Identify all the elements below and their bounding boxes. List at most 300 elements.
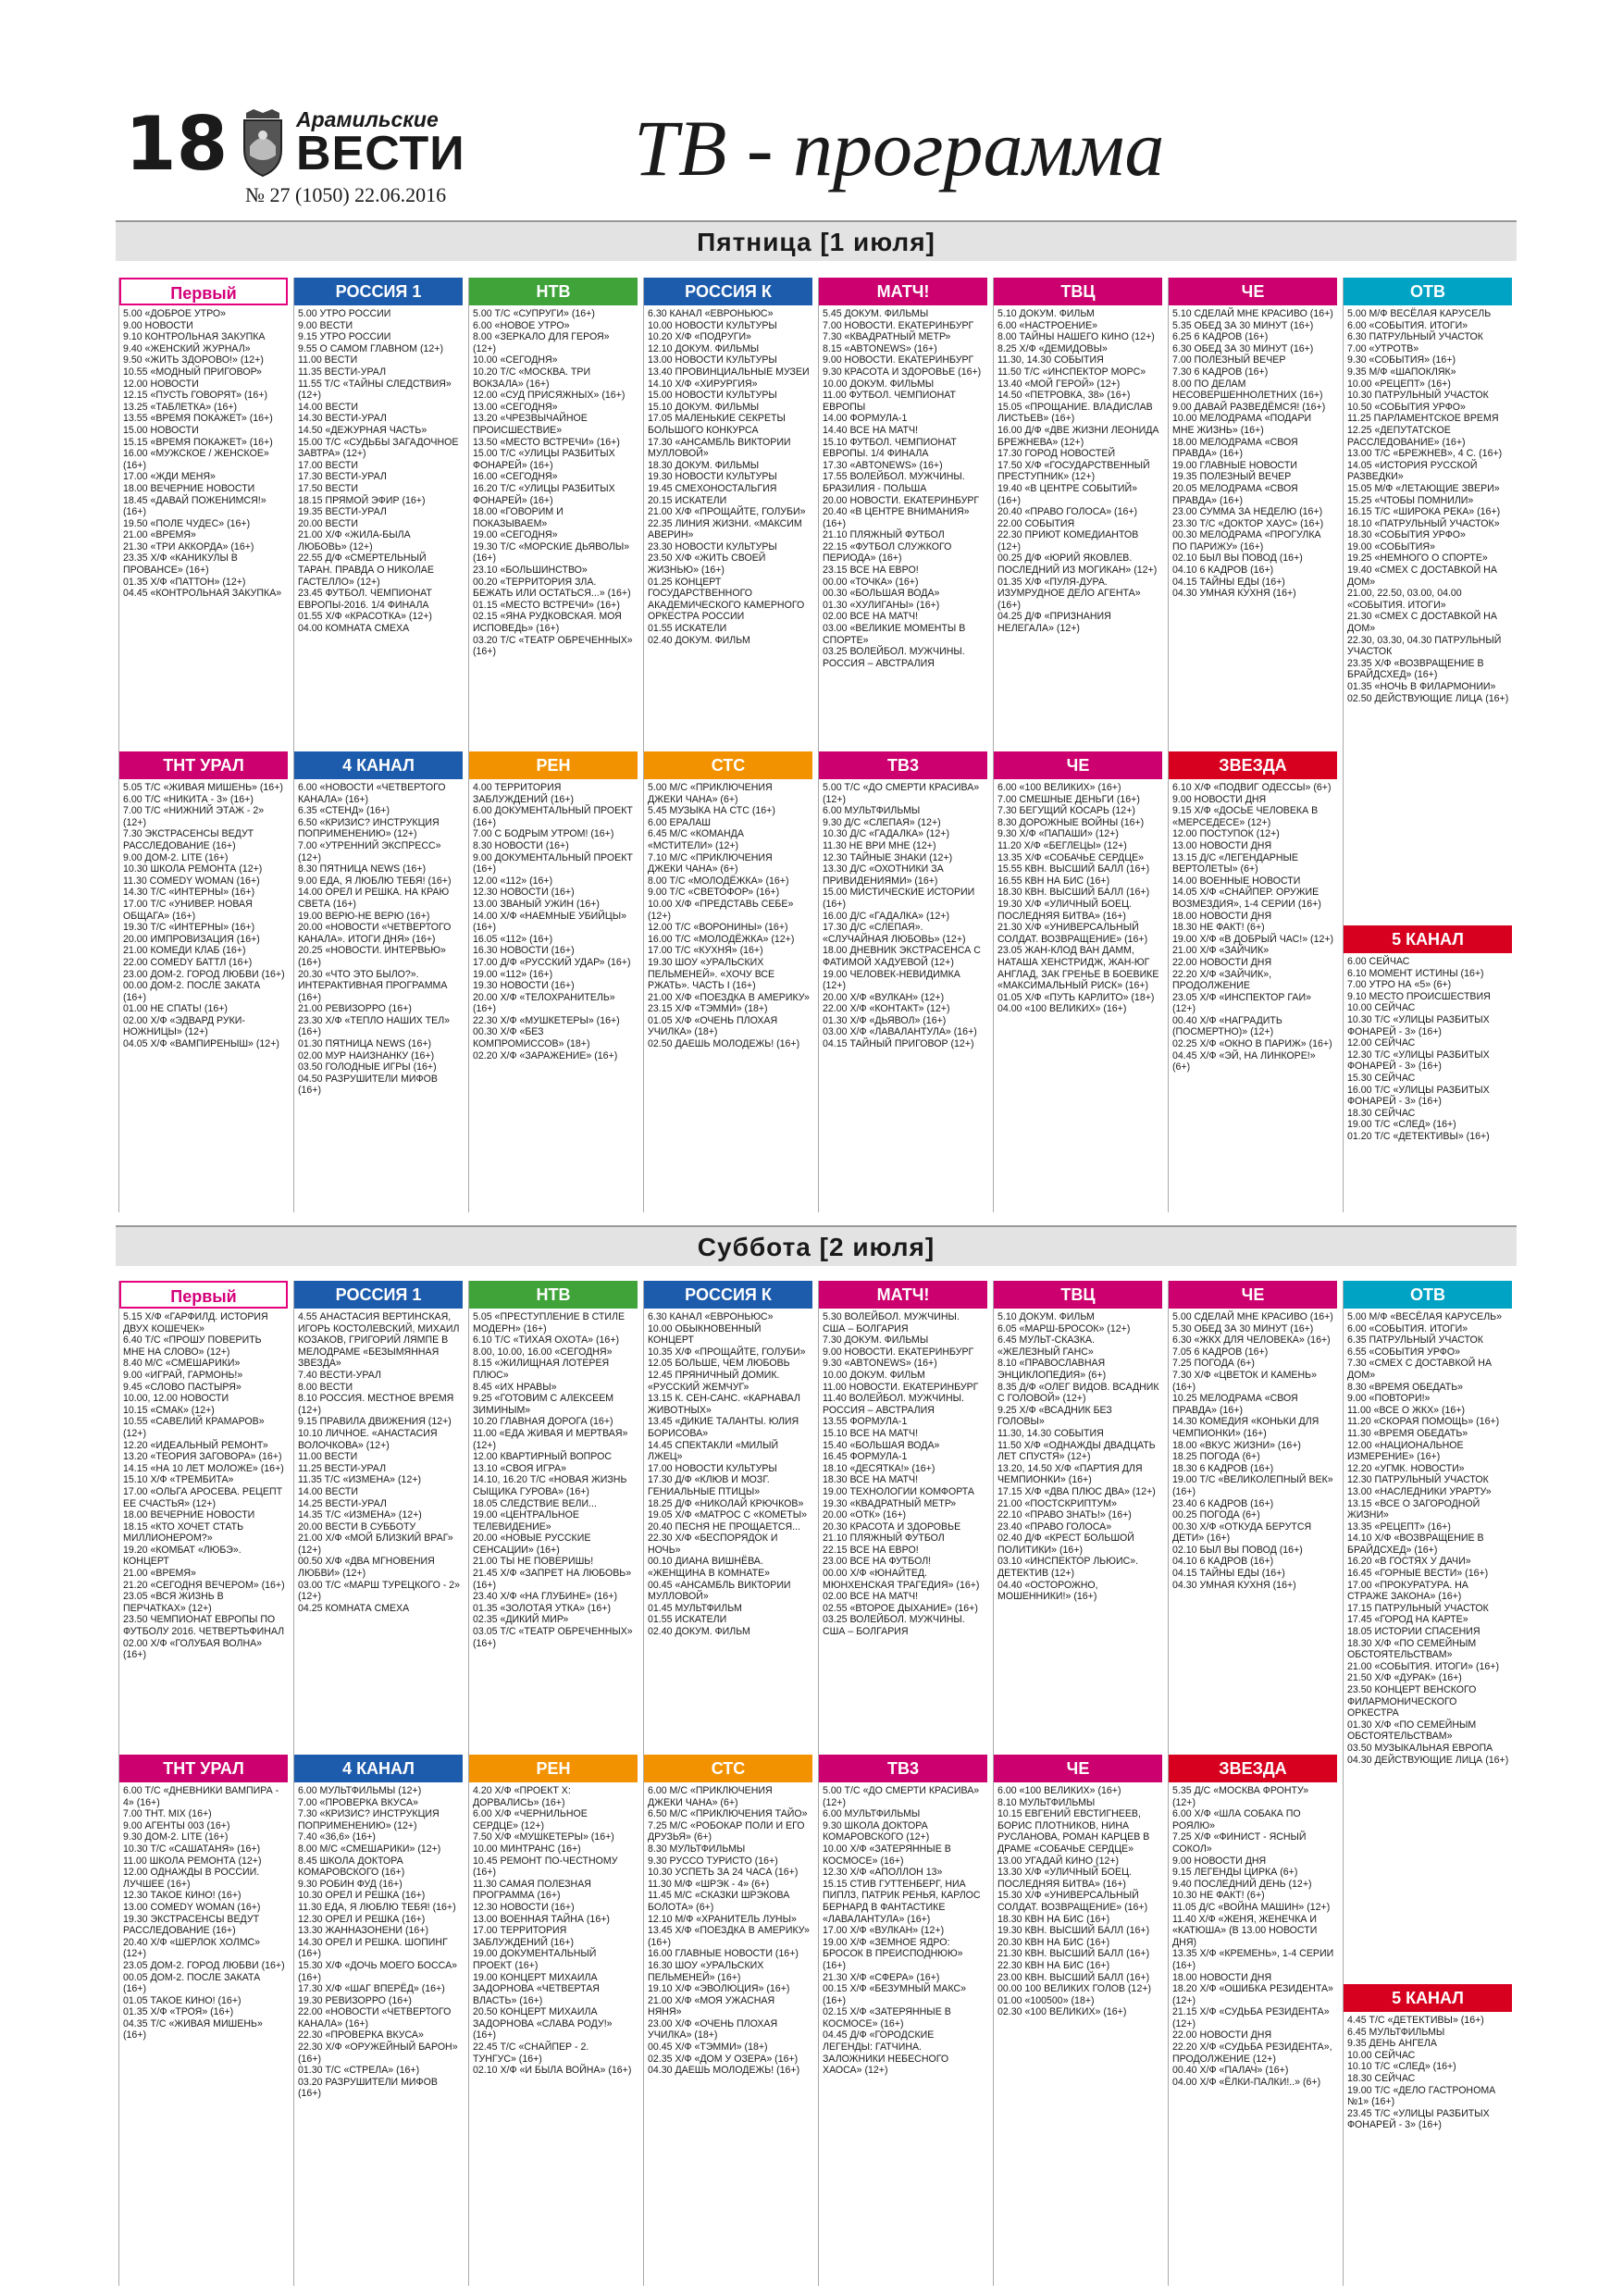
program-item: 22.30 КВН НА БИС (16+) xyxy=(997,1959,1110,1971)
program-item: 00.00 100 ВЕЛИКИХ ГОЛОВ (12+) xyxy=(997,1983,1152,1995)
program-item: 15.40 «БОЛЬШАЯ ВОДА» xyxy=(823,1439,940,1451)
program-item: 13.35 Х/Ф «КРЕМЕНЬ», 1-4 СЕРИИ (16+) xyxy=(1172,1948,1337,1971)
program-item: 01.55 ИСКАТЕЛИ xyxy=(648,1614,727,1626)
program-item: 7.00 С БОДРЫМ УТРОМ! (16+) xyxy=(473,828,614,840)
program-item: 02.35 Х/Ф «ДОМ У ОЗЕРА» (16+) xyxy=(648,2053,799,2065)
program-item: 13.15 К. СЕН-САНС. «КАРНАВАЛ ЖИВОТНЫХ» xyxy=(648,1393,803,1416)
program-item: 18.05 СЛЕДСТВИЕ ВЕЛИ... xyxy=(473,1497,597,1509)
program-item: 11.00 НОВОСТИ. ЕКАТЕРИНБУРГ xyxy=(823,1381,979,1393)
program-item: 22.30 Х/Ф «БЕСПОРЯДОК И НОЧЬ» xyxy=(648,1533,781,1556)
program-item: 03.00 «ВЕЛИКИЕ МОМЕНТЫ В СПОРТЕ» xyxy=(823,623,969,646)
program-item: 11.30 ЕДА, Я ЛЮБЛЮ ТЕБЯ! (16+) xyxy=(298,1901,456,1913)
program-item: 10.15 «СМАК» (12+) xyxy=(123,1404,215,1416)
program-item: 22.00 СОБЫТИЯ xyxy=(997,517,1075,529)
program-item: 02.40 Д/Ф «КРЕСТ БОЛЬШОЙ ПОЛИТИКИ» (16+) xyxy=(997,1533,1137,1556)
program-list xyxy=(644,779,812,1050)
program-item: 14.15 «НА 10 ЛЕТ МОЛОЖЕ» (16+) xyxy=(123,1462,284,1474)
program-item: 9.00 ДОМ-2. LITE (16+) xyxy=(123,851,229,863)
program-item: 11.40 Х/Ф «ЖЕНЯ, ЖЕНЕЧКА И «КАТЮША» (В 13.00 НОВОСТИ ДНЯ) xyxy=(1172,1913,1320,1948)
program-list xyxy=(1169,1309,1337,1591)
program-item: 00.40 Х/Ф «НАГРАДИТЬ (ПОСМЕРТНО)» (12+) xyxy=(1172,1014,1285,1038)
program-item: 15.25 «ЧТОБЫ ПОМНИЛИ» xyxy=(1347,494,1474,506)
channel-logo: РЕН xyxy=(469,1755,638,1782)
program-item: 6.00 Х/Ф «ЧЕРНИЛЬНОЕ СЕРДЦЕ» (12+) xyxy=(473,1808,590,1831)
program-item: 22.00 «НОВОСТИ «ЧЕТВЕРТОГО КАНАЛА» (16+) xyxy=(298,2006,454,2029)
program-item: 03.20 Т/С «ТЕАТР ОБРЕЧЕННЫХ» (16+) xyxy=(473,634,636,658)
program-list xyxy=(294,305,463,635)
program-item: 12.30 ОРЕЛ И РЕШКА (16+) xyxy=(298,1913,426,1925)
program-item: 00.50 Х/Ф «ДВА МГНОВЕНИЯ ЛЮБВИ» (12+) xyxy=(298,1556,438,1580)
program-item: 6.00 «НАСТРОЕНИЕ» xyxy=(997,319,1098,331)
program-item: 7.40 «36,6» (16+) xyxy=(298,1831,376,1843)
program-item: 04.30 УМНАЯ КУХНЯ (16+) xyxy=(1172,1579,1296,1591)
program-item: 10.30 ШКОЛА РЕМОНТА (12+) xyxy=(123,863,263,875)
program-item: 11.00 ВЕСТИ xyxy=(298,1451,358,1463)
program-item: 19.00 ЧЕЛОВЕК-НЕВИДИМКА (12+) xyxy=(823,968,963,992)
program-item: 14.25 ВЕСТИ-УРАЛ xyxy=(298,1497,387,1509)
program-item: 04.10 6 КАДРОВ (16+) xyxy=(1172,1556,1274,1568)
program-item: 00.30 «БОЛЬШАЯ ВОДА» xyxy=(823,588,940,600)
program-item: 21.00 «СОБЫТИЯ. ИТОГИ» (16+) xyxy=(1347,1660,1500,1672)
program-item: 10.30 Т/С «УЛИЦЫ РАЗБИТЫХ ФОНАРЕЙ - 3» (16+) xyxy=(1347,1013,1493,1037)
day-header-friday xyxy=(116,220,1517,261)
program-item: 14.40 ВСЕ НА МАТЧ! xyxy=(823,424,919,436)
program-item: 6.50 М/С «ПРИКЛЮЧЕНИЯ ТАЙО» xyxy=(648,1808,808,1820)
program-item: 02.40 ДОКУМ. ФИЛЬМ xyxy=(648,1626,750,1638)
program-item: 22.00 НОВОСТИ ДНЯ xyxy=(1172,2029,1272,2042)
program-item: 20.00 НОВОСТИ. ЕКАТЕРИНБУРГ xyxy=(823,494,980,506)
program-item: 22.30 Х/Ф «ОРУЖЕЙНЫЙ БАРОН» (16+) xyxy=(298,2042,461,2065)
channel-0-15 xyxy=(1343,925,1512,1212)
program-item: 21.00 Х/Ф «МОЯ УЖАСНАЯ НЯНЯ» xyxy=(648,1994,778,2018)
program-item: 21.15 Х/Ф «СУДЬБА РЕЗИДЕНТА» (12+) xyxy=(1172,2006,1332,2029)
program-item: 16.55 КВН НА БИС (16+) xyxy=(997,875,1110,887)
program-item: 9.00 НОВОСТИ. ЕКАТЕРИНБУРГ xyxy=(823,354,974,366)
program-item: 21.00 Х/Ф «МОЙ БЛИЗКИЙ ВРАГ» (12+) xyxy=(298,1533,456,1556)
program-item: 04.45 Х/Ф «ЭЙ, НА ЛИНКОРЕ!» (6+) xyxy=(1172,1049,1319,1074)
program-item: 04.05 Х/Ф «ВАМПИРЕНЫШ» (12+) xyxy=(123,1038,279,1050)
program-item: 9.25 «ГОТОВИМ С АЛЕКСЕЕМ ЗИМИНЫМ» xyxy=(473,1393,617,1416)
program-item: 16.00 ГЛАВНЫЕ НОВОСТИ (16+) xyxy=(648,1948,799,1960)
program-item: 23.15 Х/Ф «ТЭММИ» (18+) xyxy=(648,1003,768,1015)
channel-1-8 xyxy=(118,1755,288,2286)
program-item: 9.30 «СОБЫТИЯ» (16+) xyxy=(1347,354,1456,366)
program-list xyxy=(294,1309,463,1614)
program-item: 10.45 РЕМОНТ ПО-ЧЕСТНОМУ (16+) xyxy=(473,1855,621,1879)
program-item: 21.30 Х/Ф «СФЕРА» (16+) xyxy=(823,1971,940,1983)
program-item: 11.30 НЕ ВРИ МНЕ (12+) xyxy=(823,839,936,851)
program-item: 14.00 ВЕСТИ xyxy=(298,1485,358,1497)
program-item: 01.25 КОНЦЕРТ ГОСУДАРСТВЕННОГО АКАДЕМИЧЕСКОГО КАМЕРНОГО ОРКЕСТРА РОССИИ xyxy=(648,576,808,623)
program-item: 19.30 КВН. ВЫСШИЙ БАЛЛ (16+) xyxy=(997,1925,1150,1937)
program-item: 13.20, 14.50 Х/Ф «ПАРТИЯ ДЛЯ ЧЕМПИОНКИ» (16+) xyxy=(997,1462,1146,1486)
program-item: 10.00, 12.00 НОВОСТИ xyxy=(123,1393,229,1405)
program-item: 11.00 «ВСЕ О ЖКХ» (16+) xyxy=(1347,1404,1465,1416)
program-item: 19.00 ДОКУМЕНТАЛЬНЫЙ ПРОЕКТ (16+) xyxy=(473,1948,600,1971)
program-item: 04.45 «КОНТРОЛЬНАЯ ЗАКУПКА» xyxy=(123,588,282,600)
program-item: 17.30 «АНСАМБЛЬ ВИКТОРИИ МУЛЛОВОЙ» xyxy=(648,436,794,460)
program-item: 12.00 Т/С «ВОРОНИНЫ» (16+) xyxy=(648,922,788,934)
program-item: 6.35 ПАТРУЛЬНЫЙ УЧАСТОК xyxy=(1347,1334,1483,1347)
program-item: 5.00 М/Ф ВЕСЁЛАЯ КАРУСЕЛЬ xyxy=(1347,308,1492,319)
program-item: 11.35 Т/С «ИЗМЕНА» (12+) xyxy=(298,1474,422,1486)
program-item: 21.00 Х/Ф «ЗАЙЧИК» xyxy=(1172,945,1270,957)
program-item: 6.00 М/С «ПРИКЛЮЧЕНИЯ ДЖЕКИ ЧАНА» (6+) xyxy=(648,1785,775,1808)
program-item: 19.00 Т/С «ВЕЛИКОЛЕПНЫЙ ВЕК» (16+) xyxy=(1172,1474,1336,1497)
channel-0-5 xyxy=(993,278,1162,751)
program-item: 6.10 Т/С «ТИХАЯ ОХОТА» (16+) xyxy=(473,1334,620,1347)
program-item: 00.15 Х/Ф «БЕЗУМНЫЙ МАКС» (16+) xyxy=(823,1983,969,2006)
program-item: 8.30 «ВРЕМЯ ОБЕДАТЬ» xyxy=(1347,1381,1464,1393)
program-item: 11.25 ПАРЛАМЕНТСКОЕ ВРЕМЯ xyxy=(1347,413,1499,425)
program-item: 16.00 Д/Ф «ДВЕ ЖИЗНИ ЛЕОНИДА БРЕЖНЕВА» (12+) xyxy=(997,424,1162,448)
program-item: 00.20 «ТЕРРИТОРИЯ ЗЛА. БЕЖАТЬ ИЛИ ОСТАТЬСЯ...» (16+) xyxy=(473,576,631,600)
program-item: 03.25 ВОЛЕЙБОЛ. МУЖЧИНЫ. РОССИЯ – АВСТРАЛИЯ xyxy=(823,646,968,669)
program-item: 14.00 ВЕСТИ xyxy=(298,401,358,413)
program-item: 17.30 «ABTONEWS» (16+) xyxy=(823,459,943,471)
program-item: 18.00 «ВКУС ЖИЗНИ» (16+) xyxy=(1172,1439,1301,1451)
program-item: 13.00 ЗВАНЫЙ УЖИН (16+) xyxy=(473,898,600,910)
brand-name-bottom: ВЕСТИ xyxy=(296,127,465,180)
program-item: 6.10 МОМЕНТ ИСТИНЫ (16+) xyxy=(1347,967,1484,979)
program-item: 14.00 ВОЕННЫЕ НОВОСТИ xyxy=(1172,875,1301,887)
program-item: 6.30 КАНАЛ «ЕВРОНЬЮС» xyxy=(648,308,774,319)
program-item: 18.00 ВЕЧЕРНИЕ НОВОСТИ xyxy=(123,482,255,494)
program-item: 12.30 ПАТРУЛЬНЫЙ УЧАСТОК xyxy=(1347,1474,1489,1486)
program-item: 7.30 «КВАДРАТНЫЙ МЕТР» xyxy=(823,331,951,343)
channel-0-4 xyxy=(818,278,987,751)
program-item: 01.30 Т/С «СТРЕЛА» (16+) xyxy=(298,2065,420,2077)
program-list xyxy=(1344,1309,1512,1766)
program-item: 20.50 КОНЦЕРТ МИХАИЛА ЗАДОРНОВА «СЛАВА РОДУ!» (16+) xyxy=(473,2006,615,2042)
program-item: 8.10 «ПРАВОСЛАВНАЯ ЭНЦИКЛОПЕДИЯ» (6+) xyxy=(997,1358,1109,1381)
channel-0-9 xyxy=(293,751,463,1212)
program-item: 02.55 «ВТОРОЕ ДЫХАНИЕ» (16+) xyxy=(823,1602,978,1614)
program-item: 12.00 НОВОСТИ xyxy=(123,378,199,390)
program-item: 16.45 ФОРМУЛА-1 xyxy=(823,1451,908,1463)
program-item: 15.10 ФУТБОЛ. ЧЕМПИОНАТ ЕВРОПЫ. 1/4 ФИНАЛА xyxy=(823,436,960,460)
program-item: 11.00 «ЕДА ЖИВАЯ И МЕРТВАЯ» (12+) xyxy=(473,1427,631,1451)
channel-0-11 xyxy=(643,751,812,1212)
program-item: 5.05 Т/С «ЖИВАЯ МИШЕНЬ» (16+) xyxy=(123,782,283,793)
channel-1-3 xyxy=(643,1281,812,1755)
program-item: 7.10 М/С «ПРИКЛЮЧЕНИЯ ДЖЕКИ ЧАНА» (6+) xyxy=(648,851,775,875)
program-item: 11.40 ВОЛЕЙБОЛ. МУЖЧИНЫ. РОССИЯ – АВСТРАЛИЯ xyxy=(823,1393,967,1416)
program-item: 10.00 «СЕГОДНЯ» xyxy=(473,354,558,366)
program-item: 21.00 КОМЕДИ КЛАБ (16+) xyxy=(123,945,246,957)
program-item: 13.00 «НАСЛЕДНИКИ УРАРТУ» xyxy=(1347,1485,1492,1497)
program-item: 21.00 ТЫ НЕ ПОВЕРИШЬ! xyxy=(473,1556,594,1568)
program-item: 6.00 Х/Ф «ШЛА СОБАКА ПО РОЯЛЮ» xyxy=(1172,1808,1304,1831)
program-item: 04.30 ДАЕШЬ МОЛОДЕЖЬ! (16+) xyxy=(648,2065,800,2077)
program-item: 7.00 ПОЛЕЗНЫЙ ВЕЧЕР xyxy=(1172,354,1286,366)
program-item: 18.00 ДНЕВНИК ЭКСТРАСЕНСА С ФАТИМОЙ ХАДУЕВОЙ (12+) xyxy=(823,945,984,968)
program-item: 18.30 СЕЙЧАС xyxy=(1347,1107,1416,1119)
program-item: 15.10 ВСЕ НА МАТЧ! xyxy=(823,1427,919,1439)
program-item: 9.40 ПОСЛЕДНИЙ ДЕНЬ (12+) xyxy=(1172,1878,1312,1890)
program-item: 9.30 РОБИН ФУД (16+) xyxy=(298,1878,403,1890)
program-item: 19.50 «ПОЛЕ ЧУДЕС» (16+) xyxy=(123,517,251,529)
program-item: 5.05 «ПРЕСТУПЛЕНИЕ В СТИЛЕ МОДЕРН» (16+) xyxy=(473,1311,627,1334)
channel-logo: РЕН xyxy=(469,751,638,779)
program-item: 00.00 ДОМ-2. ПОСЛЕ ЗАКАТА (16+) xyxy=(123,980,264,1003)
program-item: 10.00 НОВОСТИ КУЛЬТУРЫ xyxy=(648,319,777,331)
program-item: 21.10 ПЛЯЖНЫЙ ФУТБОЛ xyxy=(823,529,945,541)
day-title: Пятница [1 июля] xyxy=(697,228,935,256)
program-item: 13.45 «ДИКИЕ ТАЛАНТЫ. ЮЛИЯ БОРИСОВА» xyxy=(648,1416,802,1439)
program-item: 15.00 Т/С «УЛИЦЫ РАЗБИТЫХ ФОНАРЕЙ» (16+) xyxy=(473,448,618,471)
program-item: 7.50 Х/Ф «МУШКЕТЕРЫ» (16+) xyxy=(473,1831,614,1843)
program-item: 14.35 Т/С «ИЗМЕНА» (12+) xyxy=(298,1509,422,1521)
program-item: 7.00 «ПРОВЕРКА ВКУСА» xyxy=(298,1796,418,1808)
program-item: 20.05 МЕЛОДРАМА «СВОЯ ПРАВДА» (16+) xyxy=(1172,482,1301,506)
program-item: 23.00 ДОМ-2. ГОРОД ЛЮБВИ (16+) xyxy=(123,968,285,980)
program-item: 7.25 Х/Ф «ФИНИСТ - ЯСНЫЙ СОКОЛ» xyxy=(1172,1831,1309,1855)
program-item: 23.35 Х/Ф «КАНИКУЛЫ В ПРОВАНСЕ» (16+) xyxy=(123,552,241,577)
program-item: 00.00 «ТОЧКА» (16+) xyxy=(823,576,919,588)
program-item: 5.10 ДОКУМ. ФИЛЬМ xyxy=(997,1311,1095,1322)
program-item: 6.00 «НОВОЕ УТРО» xyxy=(473,319,570,331)
program-item: 12.30 НОВОСТИ (16+) xyxy=(473,1901,575,1913)
program-item: 6.50 «КРИЗИС? ИНСТРУКЦИЯ ПОПРИМЕНЕНИЮ» (12+) xyxy=(298,816,442,840)
program-item: 22.30, 03.30, 04.30 ПАТРУЛЬНЫЙ УЧАСТОК xyxy=(1347,634,1505,658)
program-item: 9.00 НОВОСТИ xyxy=(123,319,193,331)
program-item: 12.30 ТАЙНЫЕ ЗНАКИ (12+) xyxy=(823,851,953,863)
channel-0-13 xyxy=(993,751,1162,1212)
program-item: 14.05 Х/Ф «СНАЙПЕР. ОРУЖИЕ ВОЗМЕЗДИЯ», 1-4 СЕРИИ (16+) xyxy=(1172,887,1322,910)
program-item: 13.40 «МОЙ ГЕРОЙ» (12+) xyxy=(997,378,1121,390)
channel-1-9 xyxy=(293,1755,463,2286)
program-item: 04.15 ТАЙНЫ ЕДЫ (16+) xyxy=(1172,576,1285,588)
channel-logo: 5 КАНАЛ xyxy=(1344,1984,1512,2012)
program-item: 04.35 Т/С «ЖИВАЯ МИШЕНЬ» (16+) xyxy=(123,2017,266,2042)
program-item: 21.30 КВН. ВЫСШИЙ БАЛЛ (16+) xyxy=(997,1948,1150,1960)
program-item: 11.35 ВЕСТИ-УРАЛ xyxy=(298,366,387,378)
program-item: 20.00 ВЕСТИ xyxy=(298,517,358,529)
program-item: 22.30 Х/Ф «МУШКЕТЕРЫ» (16+) xyxy=(473,1014,620,1026)
program-item: 20.40 «ПРАВО ГОЛОСА» (16+) xyxy=(997,506,1138,518)
program-item: 03.00 Х/Ф «ЛАВАЛАНТУЛА» (16+) xyxy=(823,1026,977,1038)
program-item: 6.30 КАНАЛ «ЕВРОНЬЮС» xyxy=(648,1311,774,1322)
program-item: 10.00 СЕЙЧАС xyxy=(1347,2049,1416,2061)
program-item: 6.30 ОБЕД ЗА 30 МИНУТ (16+) xyxy=(1172,342,1314,354)
program-item: 01.35 «ЗОЛОТАЯ УТКА» (16+) xyxy=(473,1602,612,1614)
program-item: 17.55 ВОЛЕЙБОЛ. МУЖЧИНЫ. БРАЗИЛИЯ - ПОЛЬША xyxy=(823,471,968,494)
program-item: 9.00 Т/С «СВЕТОФОР» (16+) xyxy=(648,887,780,899)
program-item: 22.45 Т/С «СНАЙПЕР - 2. ТУНГУС» (16+) xyxy=(473,2042,592,2065)
program-item: 21.00 Х/Ф «ЖИЛА-БЫЛА ЛЮБОВЬ» (12+) xyxy=(298,529,414,552)
brand-name-top: Арамильские xyxy=(296,107,439,131)
program-item: 6.00 ЕРАЛАШ xyxy=(648,816,712,828)
channel-1-10 xyxy=(468,1755,638,2286)
program-item: 17.00 «ПРОКУРАТУРА. НА СТРАЖЕ ЗАКОНА» (16+) xyxy=(1347,1579,1471,1603)
program-item: 11.25 ВЕСТИ-УРАЛ xyxy=(298,1462,387,1474)
program-item: 23.30 Х/Ф «ТЕПЛО НАШИХ ТЕЛ» (16+) xyxy=(298,1014,453,1038)
program-item: 04.50 РАЗРУШИТЕЛИ МИФОВ (16+) xyxy=(298,1073,440,1097)
channel-1-12 xyxy=(818,1755,987,2286)
program-item: 15.30 СЕЙЧАС xyxy=(1347,1072,1416,1084)
program-item: 9.10 КОНТРОЛЬНАЯ ЗАКУПКА xyxy=(123,331,266,343)
program-item: 9.25 Х/Ф «ВСАДНИК БЕЗ ГОЛОВЫ» xyxy=(997,1404,1115,1428)
program-item: 11.30 COMEDY WOMAN (16+) xyxy=(123,875,260,887)
program-item: 5.15 Х/Ф «ГАРФИЛД. ИСТОРИЯ ДВУХ КОШЕЧЕК» xyxy=(123,1311,271,1334)
program-item: 13.55 «ВРЕМЯ ПОКАЖЕТ» (16+) xyxy=(123,413,273,425)
channel-logo: ТВ3 xyxy=(819,1755,987,1782)
program-item: 00.45 Х/Ф «ТЭММИ» (18+) xyxy=(648,2042,768,2054)
program-item: 16.00 «СЕГОДНЯ» xyxy=(473,471,558,483)
program-list xyxy=(994,1309,1162,1603)
program-item: 04.25 КОМНАТА СМЕХА xyxy=(298,1602,410,1614)
program-item: 5.30 ОБЕД ЗА 30 МИНУТ (16+) xyxy=(1172,1322,1314,1334)
program-item: 19.00 ГЛАВНЫЕ НОВОСТИ xyxy=(1172,459,1297,471)
program-item: 14.30 ВЕСТИ-УРАЛ xyxy=(298,413,387,425)
program-item: 19.00 «ЦЕНТРАЛЬНОЕ ТЕЛЕВИДЕНИЕ» xyxy=(473,1509,582,1533)
program-item: 01.15 «МЕСТО ВСТРЕЧИ» (16+) xyxy=(473,599,620,611)
program-item: 19.45 СМЕХОНОСТАЛЬГИЯ xyxy=(648,482,777,494)
program-item: 19.00 ТЕХНОЛОГИИ КОМФОРТА xyxy=(823,1485,974,1497)
program-item: 18.00 «ГОВОРИМ И ПОКАЗЫВАЕМ» xyxy=(473,506,566,529)
program-item: 5.00 Т/С «ДО СМЕРТИ КРАСИВА» (12+) xyxy=(823,1785,983,1808)
program-item: 01.45 МУЛЬТФИЛЬМ xyxy=(648,1602,742,1614)
program-item: 18.30 ВСЕ НА МАТЧ! xyxy=(823,1474,919,1486)
program-item: 14.30 Т/С «ИНТЕРНЫ» (16+) xyxy=(123,887,255,899)
program-item: 19.25 «НЕМНОГО О СПОРТЕ» xyxy=(1347,552,1488,565)
program-item: 20.00 Х/Ф «ВУЛКАН» (12+) xyxy=(823,991,945,1003)
channel-1-13 xyxy=(993,1755,1162,2286)
program-item: 6.00 Т/С «ДНЕВНИКИ ВАМПИРА - 4» (16+) xyxy=(123,1785,282,1808)
program-item: 7.00 Т/С «НИЖНИЙ ЭТАЖ - 2» (12+) xyxy=(123,805,267,828)
section-title: ТВ - программа xyxy=(634,104,1165,192)
program-item: 5.10 СДЕЛАЙ МНЕ КРАСИВО (16+) xyxy=(1172,308,1333,319)
program-item: 9.15 Х/Ф «ДОСЬЕ ЧЕЛОВЕКА В «МЕРСЕДЕСЕ» (12+) xyxy=(1172,805,1321,828)
program-item: 5.00 «ДОБРОЕ УТРО» xyxy=(123,308,227,319)
program-item: 04.15 ТАЙНЫЙ ПРИГОВОР (12+) xyxy=(823,1038,974,1050)
program-list xyxy=(1344,953,1512,1143)
channel-1-4 xyxy=(818,1281,987,1755)
program-item: 11.45 М/С «СКАЗКИ ШРЭКОВА БОЛОТА» (6+) xyxy=(648,1890,793,1913)
program-item: 23.35 Х/Ф «ВОЗВРАЩЕНИЕ В БРАЙДСХЕД» (16+) xyxy=(1347,657,1487,681)
program-item: 19.35 ПОЛЕЗНЫЙ ВЕЧЕР xyxy=(1172,471,1292,483)
program-item: 7.30 ДОКУМ. ФИЛЬМЫ xyxy=(823,1334,929,1347)
program-item: 13.00 НОВОСТИ ДНЯ xyxy=(1172,839,1272,851)
program-item: 11.05 Д/С «ВОЙНА МАШИН» (12+) xyxy=(1172,1901,1331,1913)
program-item: 19.00 «СОБЫТИЯ» xyxy=(1347,540,1435,552)
program-item: 23.05 Х/Ф «ИНСПЕКТОР ГАИ» (12+) xyxy=(1172,991,1314,1015)
program-item: 16.30 НОВОСТИ (16+) xyxy=(473,945,575,957)
program-item: 01.35 Х/Ф «ПАТТОН» (12+) xyxy=(123,576,246,588)
program-item: 13.00 ВОЕННАЯ ТАЙНА (16+) xyxy=(473,1913,610,1925)
channel-logo: ОТВ xyxy=(1344,1281,1512,1309)
program-item: 10.30 ПАТРУЛЬНЫЙ УЧАСТОК xyxy=(1347,390,1489,402)
program-item: 12.30 Х/Ф «АПОЛЛОН 13» xyxy=(823,1867,943,1879)
program-item: 13.30 Д/С «ОХОТНИКИ ЗА ПРИВИДЕНИЯМИ» (16+) xyxy=(823,863,947,887)
program-item: 00.10 ДИАНА ВИШНЁВА. «ЖЕНЩИНА В КОМНАТЕ» xyxy=(648,1556,771,1580)
program-item: 10.00 ОБЫКНОВЕННЫЙ КОНЦЕРТ xyxy=(648,1322,764,1347)
program-item: 21.30 Х/Ф «УНИВЕРСАЛЬНЫЙ СОЛДАТ. ВОЗВРАЩЕНИЕ» (16+) xyxy=(997,922,1148,945)
program-item: 18.10 «ПАТРУЛЬНЫЙ УЧАСТОК» xyxy=(1347,517,1500,529)
program-item: 03.50 МУЗЫКАЛЬНАЯ ЕВРОПА xyxy=(1347,1742,1493,1754)
program-item: 10.30 ОРЕЛ И РЕШКА (16+) xyxy=(298,1890,426,1902)
program-item: 00.25 ПОГОДА (6+) xyxy=(1172,1509,1260,1521)
program-item: 12.05 БОЛЬШЕ, ЧЕМ ЛЮБОВЬ xyxy=(648,1358,790,1370)
program-item: 23.00 СУММА ЗА НЕДЕЛЮ (16+) xyxy=(1172,506,1323,518)
program-item: 8.00 ВЕСТИ xyxy=(298,1381,353,1393)
program-item: 15.05 М/Ф «ЛЕТАЮЩИЕ ЗВЕРИ» xyxy=(1347,482,1500,494)
program-item: 16.00 «МУЖСКОЕ / ЖЕНСКОЕ» (16+) xyxy=(123,448,272,471)
program-item: 04.45 Д/Ф «ГОРОДСКИЕ ЛЕГЕНДЫ: ГАТЧИНА. ЗАЛОЖНИКИ НЕБЕСНОГО ХАОСА» (12+) xyxy=(823,2029,952,2077)
program-item: 17.30 ГОРОД НОВОСТЕЙ xyxy=(997,448,1116,460)
program-item: 01.30 Х/Ф «ДЬЯВОЛ» (16+) xyxy=(823,1014,947,1026)
program-item: 20.00 ИМПРОВИЗАЦИЯ (16+) xyxy=(123,933,260,945)
program-item: 8.00 «ЗЕРКАЛО ДЛЯ ГЕРОЯ» (12+) xyxy=(473,331,613,354)
program-item: 5.30 ВОЛЕЙБОЛ. МУЖЧИНЫ. США – БОЛГАРИЯ xyxy=(823,1311,962,1334)
program-item: 8.10 РОССИЯ. МЕСТНОЕ ВРЕМЯ (12+) xyxy=(298,1393,457,1416)
program-item: 10.30 Т/С «САШАТАНЯ» (16+) xyxy=(123,1843,261,1855)
program-list xyxy=(644,305,812,646)
program-item: 19.00 «СЕГОДНЯ» xyxy=(473,529,558,541)
program-item: 9.00 ЕДА, Я ЛЮБЛЮ ТЕБЯ! (16+) xyxy=(298,875,452,887)
program-list xyxy=(994,1782,1162,2018)
program-item: 9.15 УТРО РОССИИ xyxy=(298,331,391,343)
program-item: 20.25 «НОВОСТИ. ИНТЕРВЬЮ» (16+) xyxy=(298,945,449,968)
program-item: 12.00 СЕЙЧАС xyxy=(1347,1037,1416,1049)
program-item: 17.50 ВЕСТИ xyxy=(298,482,358,494)
program-item: 21.45 Х/Ф «ЗАПРЕТ НА ЛЮБОВЬ» (16+) xyxy=(473,1568,635,1591)
program-item: 10.55 «САВЕЛИЙ КРАМАРОВ» (12+) xyxy=(123,1416,267,1439)
program-item: 7.30 ЭКСТРАСЕНСЫ ВЕДУТ РАССЛЕДОВАНИЕ (16+) xyxy=(123,828,257,851)
program-item: 19.30 ЭКСТРАСЕНСЫ ВЕДУТ РАССЛЕДОВАНИЕ (16+) xyxy=(123,1913,262,1937)
program-item: 15.15 «ВРЕМЯ ПОКАЖЕТ» (16+) xyxy=(123,436,273,448)
program-item: 23.40 «ПРАВО ГОЛОСА» xyxy=(997,1520,1112,1533)
program-item: 14.45 СПЕКТАКЛИ «МИЛЫЙ ЛЖЕЦ» xyxy=(648,1439,782,1463)
program-item: 03.20 РАЗРУШИТЕЛИ МИФОВ (16+) xyxy=(298,2076,440,2100)
program-item: 15.55 КВН. ВЫСШИЙ БАЛЛ (16+) xyxy=(997,863,1150,875)
program-item: 9.35 ДЕНЬ АНГЕЛА xyxy=(1347,2038,1437,2050)
program-item: 23.40 Х/Ф «НА ГЛУБИНЕ» (16+) xyxy=(473,1591,617,1603)
channel-logo: ТВЦ xyxy=(994,278,1162,305)
channel-logo: РОССИЯ 1 xyxy=(294,1281,463,1309)
program-item: 22.20 Х/Ф «ЗАЙЧИК», ПРОДОЛЖЕНИЕ xyxy=(1172,968,1275,992)
program-item: 7.00 СМЕШНЫЕ ДЕНЬГИ (16+) xyxy=(997,793,1140,805)
program-item: 03.05 Т/С «ТЕАТР ОБРЕЧЕННЫХ» (16+) xyxy=(473,1626,636,1649)
program-item: 20.00 «НОВЫЕ РУССКИЕ СЕНСАЦИИ» (16+) xyxy=(473,1533,594,1556)
program-item: 9.00 НОВОСТИ ДНЯ xyxy=(1172,793,1267,805)
program-item: 14.10 Х/Ф «ВОЗВРАЩЕНИЕ В БРАЙДСХЕД» (16+) xyxy=(1347,1533,1487,1556)
program-item: 21.00 «ВРЕМЯ» xyxy=(123,1568,196,1580)
program-item: 01.05 Х/Ф «ПУТЬ КАРЛИТО» (18+) xyxy=(997,991,1155,1003)
program-item: 22.30 ПРИЮТ КОМЕДИАНТОВ (12+) xyxy=(997,529,1142,552)
program-item: 03.25 ВОЛЕЙБОЛ. МУЖЧИНЫ. США – БОЛГАРИЯ xyxy=(823,1614,968,1638)
program-item: 6.00 «100 ВЕЛИКИХ» (16+) xyxy=(997,1785,1121,1796)
program-item: 00.45 «АНСАМБЛЬ ВИКТОРИИ МУЛЛОВОЙ» xyxy=(648,1579,794,1603)
program-item: 02.25 Х/Ф «ОКНО В ПАРИЖ» (16+) xyxy=(1172,1038,1332,1050)
channel-logo: ЧЕ xyxy=(1169,278,1337,305)
program-item: 11.30 «ВРЕМЯ ОБЕДАТЬ» xyxy=(1347,1427,1468,1439)
program-item: 21.30 «ТРИ АККОРДА» (16+) xyxy=(123,540,254,552)
program-item: 9.00 «ПОВТОРИ!» xyxy=(1347,1393,1431,1405)
program-item: 15.15 СТИВ ГУТТЕНБЕРГ, НИА ПИПЛЗ, ПАТРИК РЕНЬЯ, КАРЛОС БЕРНАРД В ФАНТАСТИКЕ «ЛАВАЛАНТУЛА» (16+) xyxy=(823,1878,984,1925)
program-item: 04.25 Д/Ф «ПРИЗНАНИЯ НЕЛЕГАЛА» (12+) xyxy=(997,611,1114,635)
program-item: 22.20 Х/Ф «СУДЬБА РЕЗИДЕНТА», ПРОДОЛЖЕНИЕ (12+) xyxy=(1172,2042,1335,2065)
program-item: 17.30 Х/Ф «ШАГ ВПЕРЁД» (16+) xyxy=(298,1983,445,1995)
program-item: 9.30 «ABTONEWS» (16+) xyxy=(823,1358,937,1370)
channel-0-0 xyxy=(118,278,288,751)
program-item: 00.25 Д/Ф «ЮРИЙ ЯКОВЛЕВ. ПОСЛЕДНИЙ ИЗ МОГИКАН» (12+) xyxy=(997,552,1158,577)
program-item: 6.00 «НОВОСТИ «ЧЕТВЕРТОГО КАНАЛА» (16+) xyxy=(298,782,449,805)
program-item: 8.35 Д/Ф «ОЛЕГ ВИДОВ. ВСАДНИК С ГОЛОВОЙ» (12+) xyxy=(997,1381,1162,1405)
program-item: 19.00 ВЕРЮ-НЕ ВЕРЮ (16+) xyxy=(298,910,430,922)
program-item: 03.50 ГОЛОДНЫЕ ИГРЫ (16+) xyxy=(298,1061,437,1074)
